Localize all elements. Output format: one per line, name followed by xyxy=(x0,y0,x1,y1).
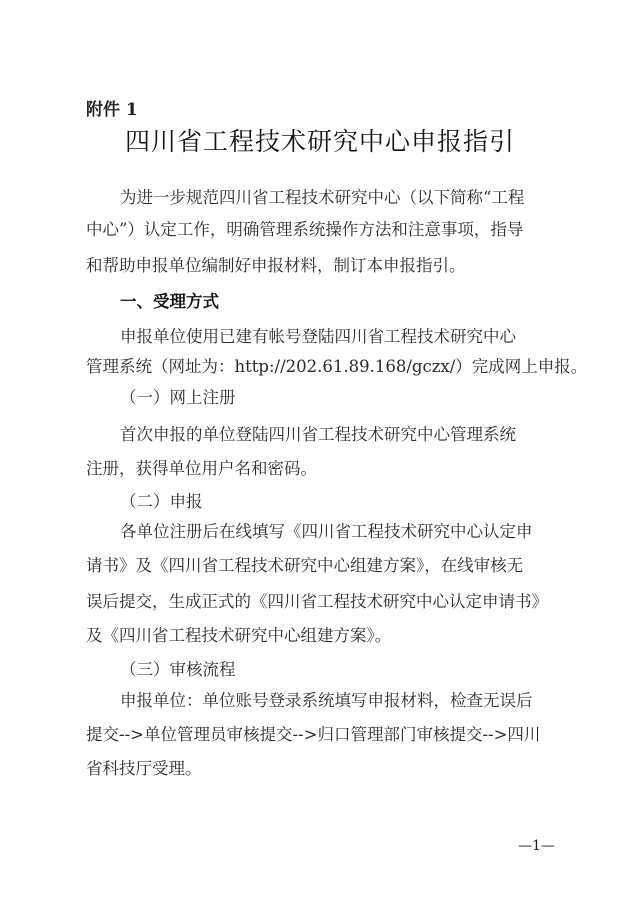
subheading-3: （三）审核流程 xyxy=(120,660,236,679)
paragraph-3-line-1: 各单位注册后在线填写《四川省工程技术研究中心认定申 xyxy=(120,522,533,541)
section-heading-1: 一、受理方式 xyxy=(120,292,219,311)
intro-line-1: 为进一步规范四川省工程技术研究中心（以下简称“工程 xyxy=(120,188,525,207)
page-number: —1— xyxy=(518,838,555,854)
paragraph-1-line-1: 申报单位使用已建有帐号登陆四川省工程技术研究中心 xyxy=(120,327,516,346)
paragraph-4-line-1: 申报单位：单位账号登录系统填写申报材料，检查无误后 xyxy=(120,691,533,710)
document-title: 四川省工程技术研究中心申报指引 xyxy=(124,127,515,156)
intro-line-2: 中心”）认定工作，明确管理系统操作方法和注意事项，指导 xyxy=(86,220,524,239)
paragraph-3-line-2: 请书》及《四川省工程技术研究中心组建方案》，在线审核无 xyxy=(86,556,524,575)
attachment-label: 附件 1 xyxy=(86,100,138,120)
paragraph-3-line-3: 误后提交，生成正式的《四川省工程技术研究中心认定申请书》 xyxy=(86,592,548,611)
paragraph-3-line-4: 及《四川省工程技术研究中心组建方案》。 xyxy=(86,626,392,645)
paragraph-1-line-2: 管理系统（网址为：http://202.61.89.168/gczx/）完成网上申报。 xyxy=(86,357,588,376)
paragraph-4-line-2: 提交-->单位管理员审核提交-->归口管理部门审核提交-->四川 xyxy=(86,725,541,744)
paragraph-4-line-3: 省科技厅受理。 xyxy=(86,759,202,778)
subheading-1: （一）网上注册 xyxy=(120,388,236,407)
subheading-2: （二）申报 xyxy=(120,492,203,511)
intro-line-3: 和帮助申报单位编制好申报材料，制订本申报指引。 xyxy=(86,256,466,275)
paragraph-2-line-1: 首次申报的单位登陆四川省工程技术研究中心管理系统 xyxy=(120,425,516,444)
paragraph-2-line-2: 注册，获得单位用户名和密码。 xyxy=(86,459,317,478)
